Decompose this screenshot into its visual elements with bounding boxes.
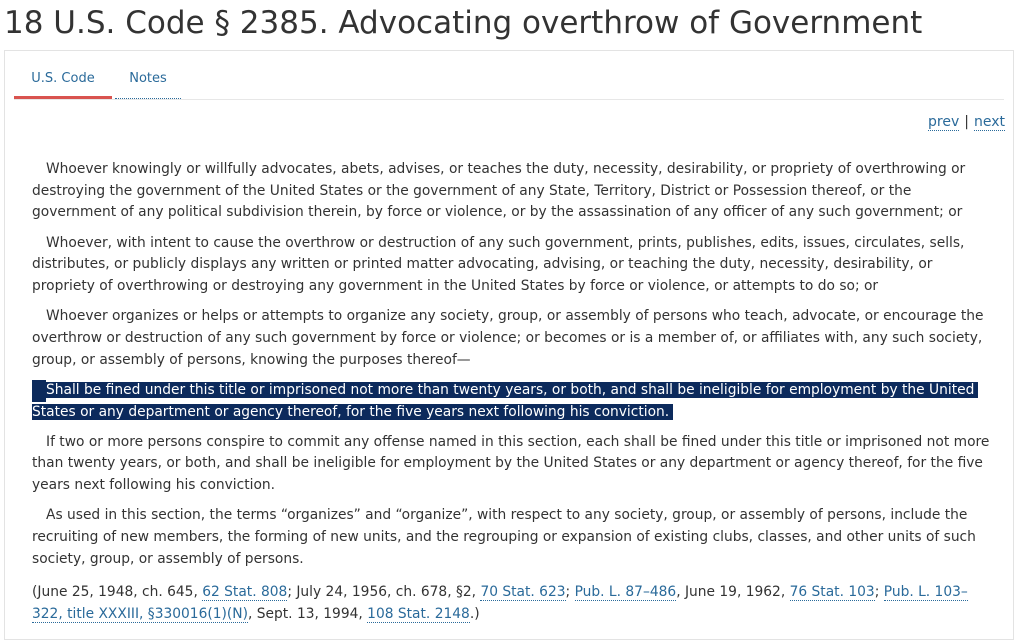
statute-paragraph-1: Whoever knowingly or willfully advocates, abets, advises, or teaches the duty, necessity, desirability, or propriety of overthrowing or destroying the government of the United States or the government of any State, Territory, District or Possession thereof, or the government of any political subdivision therein, by force or violence, or by the assassination of any officer of any such government; or bbox=[32, 161, 966, 221]
selection-indent bbox=[32, 380, 46, 402]
source-credits bbox=[32, 582, 992, 625]
pager-separator: | bbox=[964, 114, 969, 130]
content-panel bbox=[4, 50, 1014, 640]
credits-text: ; bbox=[565, 584, 575, 601]
tab-notes[interactable]: Notes bbox=[115, 63, 181, 99]
credits-text: ; July 24, 1956, ch. 678, §2, bbox=[287, 584, 481, 601]
credits-text: .) bbox=[469, 606, 480, 623]
citation-link-76-stat-103[interactable]: 76 Stat. 103 bbox=[789, 584, 875, 601]
statute-paragraph-2: Whoever, with intent to cause the overthrow or destruction of any such government, prints, publishes, edits, issues, circulates, sells, distributes, or publicly displays any written or printed matter advocating, advising, or teaching the duty, necessity, desirability, or propriety of overthrowing or destroying any government in the United States by force or violence, or attempts to do so; or bbox=[32, 234, 965, 295]
tab-us-code[interactable]: U.S. Code bbox=[14, 63, 112, 99]
prev-link[interactable]: prev bbox=[928, 114, 960, 130]
page-title: 18 U.S. Code § 2385. Advocating overthrow of Government bbox=[4, 5, 923, 41]
citation-link-62-stat-808[interactable]: 62 Stat. 808 bbox=[202, 584, 288, 601]
credits-text: , June 19, 1962, bbox=[676, 584, 790, 601]
statute-paragraph-4-selected[interactable] bbox=[32, 380, 992, 423]
credits-text: (June 25, 1948, ch. 645, bbox=[32, 584, 203, 601]
credits-text: ; bbox=[874, 584, 884, 601]
credits-text: , Sept. 13, 1994, bbox=[248, 606, 368, 623]
pager bbox=[928, 114, 1005, 130]
citation-link-pub-l-87-486[interactable]: Pub. L. 87–486 bbox=[574, 584, 677, 601]
statute-paragraph-6: As used in this section, the terms “organizes” and “organize”, with respect to any society, group, or assembly of persons, include the recruiting of new members, the forming of new units, and the regrouping or expansion of existing clubs, classes, and other units of such society, group, or assembly of persons. bbox=[32, 507, 976, 567]
citation-link-70-stat-623[interactable]: 70 Stat. 623 bbox=[480, 584, 566, 601]
tab-bar bbox=[14, 63, 1004, 100]
statute-text bbox=[32, 159, 992, 634]
statute-paragraph-3: Whoever organizes or helps or attempts to organize any society, group, or assembly of persons who teach, advocate, or encourage the overthrow or destruction of any such government by force or violence; or becomes or is a member of, or affiliates with, any such society, group, or assembly of persons, knowing the purposes thereof— bbox=[32, 308, 984, 368]
next-link[interactable]: next bbox=[973, 114, 1005, 130]
statute-paragraph-5: If two or more persons conspire to commit any offense named in this section, each shall be fined under this title or imprisoned not more than twenty years, or both, and shall be ineligible for employment by the United States or any department or agency thereof, for the five years next following his conviction. bbox=[32, 433, 990, 494]
citation-link-pub-l-103-322[interactable]: Pub. L. 103–322, title XXXIII, §330016(1)(N) bbox=[32, 584, 968, 623]
selected-text: Shall be fined under this title or imprisoned not more than twenty years, or both, and shall be ineligible for employment by the United States or any department or agency thereof, for the five years next following his conviction. bbox=[32, 382, 978, 420]
citation-link-108-stat-2148[interactable]: 108 Stat. 2148 bbox=[367, 606, 470, 623]
